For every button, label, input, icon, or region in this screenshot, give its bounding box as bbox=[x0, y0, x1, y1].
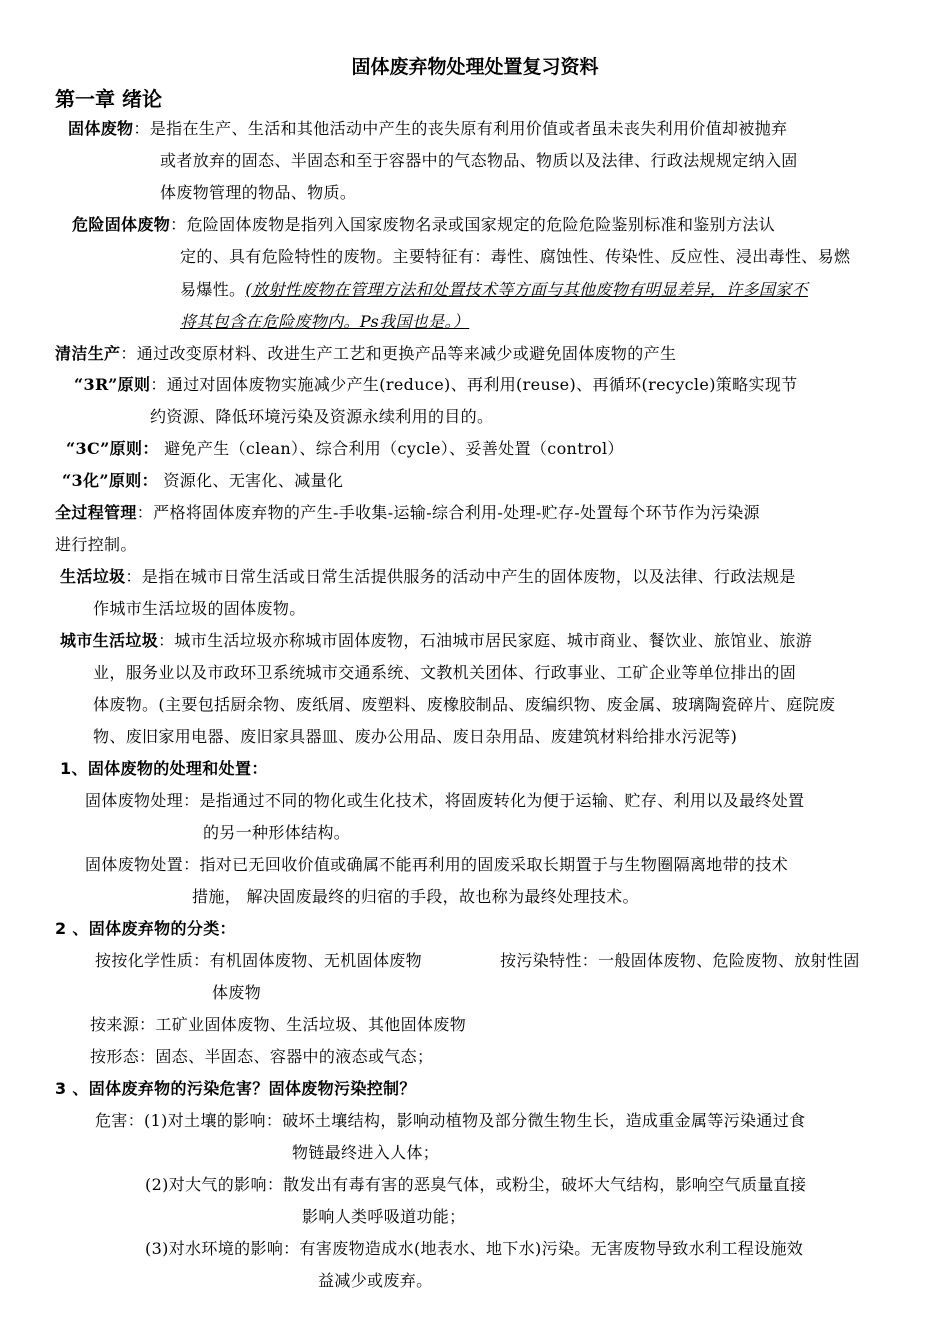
term: “3C”原则： bbox=[66, 439, 159, 458]
note-emphasis: 将其包含在危险废物内。Ps我国也是。） bbox=[180, 312, 470, 331]
text-line: 影响人类呼吸道功能； bbox=[302, 1207, 466, 1226]
text-line: 体废物。(主要包括厨余物、废纸屑、废塑料、废橡胶制品、废编织物、废金属、玻璃陶瓷碎片、庭院废 bbox=[93, 695, 836, 714]
text-line: 固体废物处置：指对已无回收价值或确属不能再利用的固废采取长期置于与生物圈隔离地带的技术 bbox=[85, 855, 789, 874]
definition-text: 避免产生（clean）、综合利用（cycle）、妥善处置（control） bbox=[158, 439, 624, 458]
definition-text: ：城市生活垃圾亦称城市固体废物，石油城市居民家庭、城市商业、餐饮业、旅馆业、旅游 bbox=[158, 631, 813, 650]
text-line: 定的、具有危险特性的废物。主要特征有：毒性、腐蚀性、传染性、反应性、浸出毒性、易燃 bbox=[180, 247, 851, 266]
text-line: 的另一种形体结构。 bbox=[203, 823, 351, 842]
text-line: 益减少或废弃。 bbox=[318, 1271, 433, 1290]
text-line: 按按化学性质：有机固体废物、无机固体废物 bbox=[95, 951, 423, 970]
text-line: 按污染特性：一般固体废物、危险废物、放射性固 bbox=[500, 951, 860, 970]
definition-text: 资源化、无害化、减量化 bbox=[158, 471, 344, 490]
text-line: 物、废旧家用电器、废旧家具器皿、废办公用品、废日杂用品、废建筑材料给排水污泥等) bbox=[93, 727, 738, 746]
term: 生活垃圾 bbox=[60, 567, 126, 586]
text-line: 进行控制。 bbox=[55, 535, 137, 554]
term: “3R”原则 bbox=[74, 375, 151, 394]
text-line: 固体废物处理：是指通过不同的物化或生化技术，将固废转化为便于运输、贮存、利用以及最终处置 bbox=[85, 791, 805, 810]
text-line: 按来源：工矿业固体废物、生活垃圾、其他固体废物 bbox=[90, 1015, 467, 1034]
document-title: 固体废弃物处理处置复习资料 bbox=[351, 56, 599, 78]
definition-3c-principle bbox=[66, 438, 624, 460]
text-line: 作城市生活垃圾的固体废物。 bbox=[93, 599, 306, 618]
definition-text: ：是指在城市日常生活或日常生活提供服务的活动中产生的固体废物，以及法律、行政法规是 bbox=[125, 567, 796, 586]
term: 全过程管理 bbox=[55, 503, 137, 522]
definition-whole-process-management bbox=[55, 502, 760, 524]
text-line: 危害：(1)对土壤的影响：破坏土壤结构，影响动植物及部分微生物生长，造成重金属等污染通过食 bbox=[95, 1111, 806, 1130]
definition-hazardous-waste bbox=[72, 214, 775, 236]
definition-text: ：通过对固体废物实施减少产生(reduce)、再利用(reuse)、再循环(recycle)策略实现节 bbox=[150, 375, 798, 394]
definition-clean-production bbox=[55, 343, 676, 365]
section-heading-3: 3 、固体废弃物的污染危害？固体废物污染控制？ bbox=[55, 1079, 416, 1098]
note-emphasis: (放射性废物在管理方法和处置技术等方面与其他废物有明显差异，许多国家不 bbox=[245, 280, 808, 299]
text-line: 体废物管理的物品、物质。 bbox=[160, 183, 357, 202]
section-heading-1: 1、固体废物的处理和处置： bbox=[60, 759, 268, 778]
text-line: (3)对水环境的影响：有害废物造成水(地表水、地下水)污染。无害废物导致水利工程设施效 bbox=[145, 1239, 804, 1258]
text-line bbox=[180, 279, 808, 301]
text-line: 或者放弃的固态、半固态和至于容器中的气态物品、物质以及法律、行政法规规定纳入固 bbox=[160, 151, 798, 170]
text-line: 约资源、降低环境污染及资源永续利用的目的。 bbox=[150, 407, 494, 426]
section-heading-2: 2 、固体废弃物的分类： bbox=[55, 919, 236, 938]
text-line: 物链最终进入人体； bbox=[292, 1143, 440, 1162]
text-line: 按形态：固态、半固态、容器中的液态或气态； bbox=[90, 1047, 434, 1066]
term: 危险固体废物 bbox=[72, 215, 171, 234]
definition-text: ：危险固体废物是指列入国家废物名录或国家规定的危险危险鉴别标准和鉴别方法认 bbox=[170, 215, 776, 234]
text-line: 业，服务业以及市政环卫系统城市交通系统、文教机关团体、行政事业、工矿企业等单位排出的固 bbox=[93, 663, 797, 682]
chapter-heading: 第一章 绪论 bbox=[55, 87, 162, 111]
definition-text: ：通过改变原材料、改进生产工艺和更换产品等来减少或避免固体废物的产生 bbox=[120, 344, 677, 363]
definition-3r-principle bbox=[74, 374, 798, 396]
definition-domestic-waste bbox=[60, 566, 796, 588]
definition-municipal-waste bbox=[60, 630, 812, 652]
text-plain: 易爆性。 bbox=[180, 280, 246, 299]
term: 清洁生产 bbox=[55, 344, 121, 363]
text-line: 体废物 bbox=[212, 983, 262, 1002]
definition-text: ：严格将固体废弃物的产生-手收集-运输-综合利用-处理-贮存-处置每个环节作为污染源 bbox=[136, 503, 760, 522]
term: 城市生活垃圾 bbox=[60, 631, 159, 650]
term: 固体废物 bbox=[68, 119, 134, 138]
definition-solid-waste bbox=[68, 118, 787, 140]
definition-text: ：是指在生产、生活和其他活动中产生的丧失原有利用价值或者虽未丧失利用价值却被抛弃 bbox=[133, 119, 788, 138]
definition-3hua-principle bbox=[62, 470, 343, 492]
text-line: 措施， 解决固废最终的归宿的手段，故也称为最终处理技术。 bbox=[192, 887, 639, 906]
text-line: (2)对大气的影响：散发出有毒有害的恶臭气体，或粉尘，破坏大气结构，影响空气质量直接 bbox=[145, 1175, 807, 1194]
term: “3化”原则： bbox=[62, 471, 158, 490]
